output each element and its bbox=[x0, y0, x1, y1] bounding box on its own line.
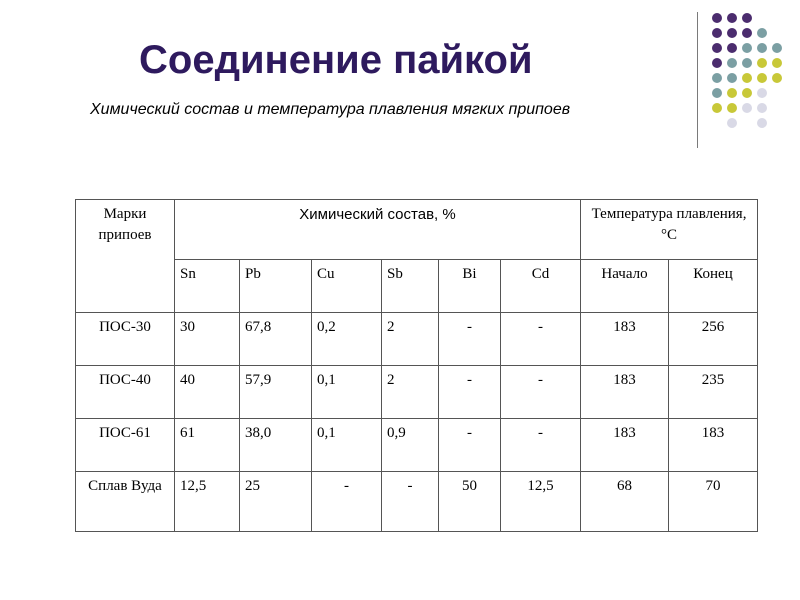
solder-composition-table bbox=[75, 199, 758, 532]
header-element: Pb bbox=[240, 260, 312, 313]
cell: 50 bbox=[439, 472, 501, 532]
dot bbox=[727, 28, 737, 38]
dot bbox=[772, 73, 782, 83]
table-row bbox=[76, 366, 758, 419]
cell: 25 bbox=[240, 472, 312, 532]
cell: 57,9 bbox=[240, 366, 312, 419]
header-temp-end: Конец bbox=[669, 260, 758, 313]
dot bbox=[757, 88, 767, 98]
dot bbox=[712, 88, 722, 98]
dot bbox=[742, 58, 752, 68]
header-element: Cd bbox=[501, 260, 581, 313]
table-row bbox=[76, 419, 758, 472]
dot bbox=[727, 13, 737, 23]
header-composition: Химический состав, % bbox=[175, 200, 581, 260]
dot bbox=[757, 28, 767, 38]
dot bbox=[742, 73, 752, 83]
row-name: ПОС-30 bbox=[76, 313, 175, 366]
dot bbox=[757, 103, 767, 113]
header-brand: Марки припоев bbox=[76, 200, 175, 313]
cell: 0,2 bbox=[312, 313, 382, 366]
subheader-row bbox=[76, 260, 758, 313]
header-element: Sb bbox=[382, 260, 439, 313]
cell: - bbox=[382, 472, 439, 532]
dot bbox=[757, 73, 767, 83]
cell: 256 bbox=[669, 313, 758, 366]
dot bbox=[712, 13, 722, 23]
dot bbox=[742, 43, 752, 53]
row-name: Сплав Вуда bbox=[76, 472, 175, 532]
row-name: ПОС-61 bbox=[76, 419, 175, 472]
dot bbox=[727, 103, 737, 113]
cell: 12,5 bbox=[175, 472, 240, 532]
cell: 12,5 bbox=[501, 472, 581, 532]
dot bbox=[712, 43, 722, 53]
header-temperature: Температура плавления, °C bbox=[581, 200, 758, 260]
dot bbox=[757, 58, 767, 68]
cell: 183 bbox=[581, 419, 669, 472]
dot bbox=[727, 58, 737, 68]
dot bbox=[712, 103, 722, 113]
cell: 67,8 bbox=[240, 313, 312, 366]
cell: 183 bbox=[581, 366, 669, 419]
dot bbox=[712, 58, 722, 68]
header-element: Cu bbox=[312, 260, 382, 313]
cell: - bbox=[439, 366, 501, 419]
dot bbox=[742, 88, 752, 98]
cell: 30 bbox=[175, 313, 240, 366]
header-element: Bi bbox=[439, 260, 501, 313]
cell: - bbox=[501, 313, 581, 366]
table-row bbox=[76, 313, 758, 366]
cell: 40 bbox=[175, 366, 240, 419]
dot bbox=[727, 43, 737, 53]
cell: 0,1 bbox=[312, 419, 382, 472]
header-temp-start: Начало bbox=[581, 260, 669, 313]
header-element: Sn bbox=[175, 260, 240, 313]
cell: - bbox=[501, 419, 581, 472]
cell: 183 bbox=[581, 313, 669, 366]
header-row bbox=[76, 200, 758, 260]
cell: - bbox=[439, 313, 501, 366]
slide-title: Соединение пайкой bbox=[139, 38, 533, 82]
dot bbox=[757, 118, 767, 128]
dot bbox=[772, 58, 782, 68]
dot bbox=[727, 118, 737, 128]
dot bbox=[757, 43, 767, 53]
dot bbox=[727, 88, 737, 98]
vertical-divider bbox=[697, 12, 698, 148]
cell: - bbox=[439, 419, 501, 472]
row-name: ПОС-40 bbox=[76, 366, 175, 419]
dot bbox=[712, 73, 722, 83]
cell: 61 bbox=[175, 419, 240, 472]
slide-subtitle: Химический состав и температура плавления мягких припоев bbox=[90, 101, 571, 118]
dot bbox=[742, 103, 752, 113]
cell: 38,0 bbox=[240, 419, 312, 472]
table-row bbox=[76, 472, 758, 532]
cell: 68 bbox=[581, 472, 669, 532]
cell: 70 bbox=[669, 472, 758, 532]
cell: - bbox=[501, 366, 581, 419]
dot bbox=[727, 73, 737, 83]
cell: 2 bbox=[382, 366, 439, 419]
dot bbox=[712, 28, 722, 38]
cell: 2 bbox=[382, 313, 439, 366]
dot bbox=[772, 43, 782, 53]
dot bbox=[742, 28, 752, 38]
dot bbox=[742, 13, 752, 23]
cell: 235 bbox=[669, 366, 758, 419]
cell: - bbox=[312, 472, 382, 532]
cell: 0,9 bbox=[382, 419, 439, 472]
cell: 0,1 bbox=[312, 366, 382, 419]
cell: 183 bbox=[669, 419, 758, 472]
